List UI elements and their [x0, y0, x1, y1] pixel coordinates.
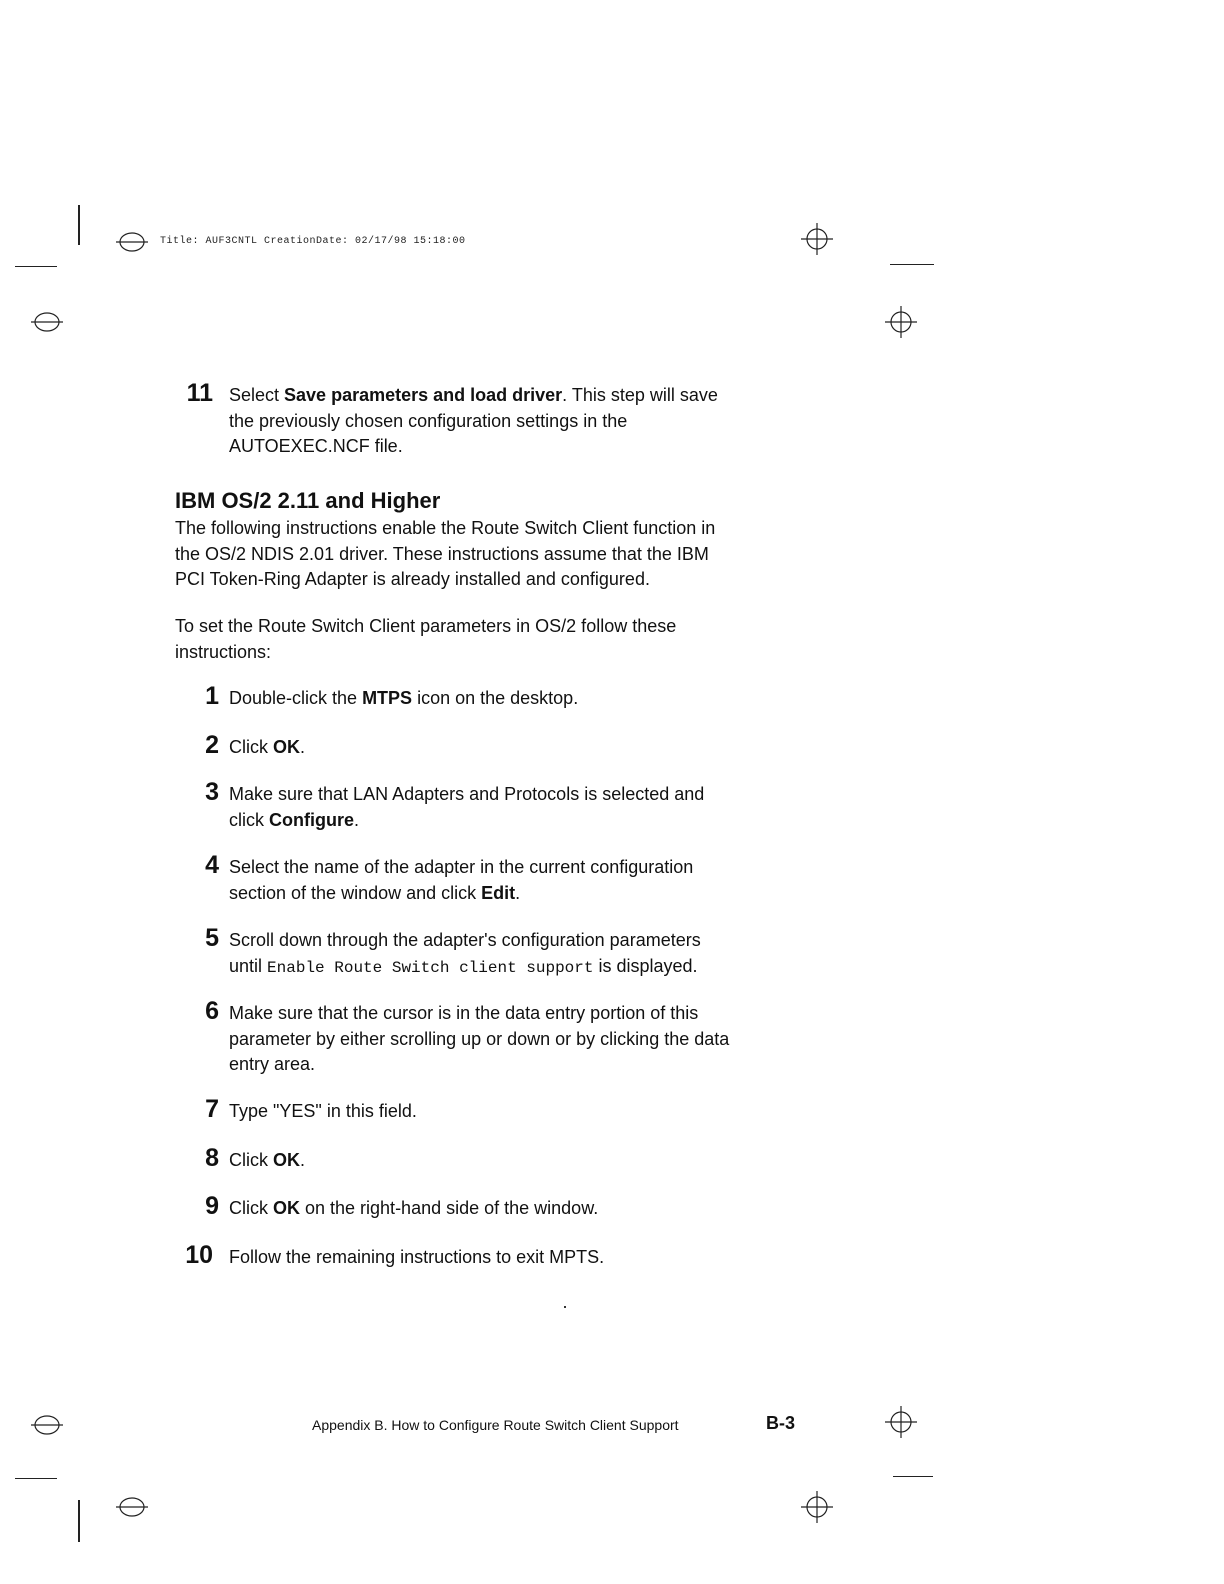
- code-parameter: Enable Route Switch client support: [267, 958, 594, 977]
- step-number: 6: [205, 997, 219, 1025]
- step-text-segment: Click: [229, 1150, 273, 1170]
- step-text-segment: Click: [229, 1198, 273, 1218]
- step-text-segment: . This step will save: [562, 385, 718, 405]
- registration-mark-icon: [884, 1405, 918, 1439]
- step-text: Type "YES" in this field.: [229, 1101, 417, 1121]
- step-text-segment: .: [300, 1150, 306, 1170]
- step-text-segment: icon on the desktop.: [412, 688, 579, 708]
- ui-term: OK: [273, 1198, 300, 1218]
- step-text-segment: .: [354, 809, 360, 830]
- instructions-paragraph: [175, 614, 815, 665]
- step-text-line: Select the name of the adapter in the current configuration: [229, 857, 694, 877]
- step-text-segment: Click: [229, 737, 273, 757]
- ui-term: Edit: [481, 882, 516, 903]
- print-header: Title: AUF3CNTL CreationDate: 02/17/98 15:18:00: [160, 236, 466, 247]
- step-text: [229, 1196, 819, 1222]
- page-number: B-3: [766, 1413, 796, 1433]
- step-text-segment: Select: [229, 385, 285, 405]
- ui-term: OK: [273, 737, 300, 757]
- crop-mark: [890, 264, 934, 265]
- ui-term: OK: [273, 1150, 300, 1170]
- registration-mark-icon: [115, 1490, 149, 1524]
- step-text: [229, 383, 819, 460]
- step-text-segment: is displayed.: [593, 955, 698, 976]
- step-text-line: entry area.: [229, 1054, 316, 1074]
- registration-mark-icon: [884, 305, 918, 339]
- step-text-segment: .: [300, 737, 306, 757]
- step-text-line: Make sure that the cursor is in the data entry portion of this: [229, 1003, 699, 1023]
- step-text: [229, 686, 819, 712]
- speck: [564, 1306, 566, 1308]
- paragraph-line: To set the Route Switch Client parameters in OS/2 follow these: [175, 616, 677, 636]
- crop-mark: [15, 1478, 57, 1479]
- registration-mark-icon: [115, 225, 149, 259]
- paragraph-line: PCI Token-Ring Adapter is already installed and configured.: [175, 569, 650, 589]
- ui-term: Configure: [269, 809, 354, 830]
- step-number: 1: [205, 682, 219, 710]
- step-text: Follow the remaining instructions to exit MPTS.: [229, 1247, 605, 1267]
- paragraph-line: instructions:: [175, 641, 272, 662]
- step-number: 4: [205, 851, 219, 879]
- step-number: 7: [205, 1095, 219, 1123]
- registration-mark-icon: [30, 305, 64, 339]
- step-text: [229, 782, 819, 833]
- step-text: [229, 855, 819, 906]
- step-text-line: parameter by either scrolling up or down or by clicking the data: [229, 1028, 730, 1049]
- step-text-line: the previously chosen configuration settings in the: [229, 410, 628, 431]
- step-number: 3: [205, 778, 219, 806]
- step-number: 10: [185, 1241, 213, 1269]
- intro-paragraph: [175, 516, 815, 593]
- step-text-segment: Double-click the: [229, 688, 363, 708]
- step-number: 5: [205, 924, 219, 952]
- ui-term: MTPS: [362, 688, 413, 708]
- step-text: [229, 735, 819, 761]
- step-number: 11: [186, 379, 213, 407]
- registration-mark-icon: [30, 1408, 64, 1442]
- crop-mark: [15, 266, 57, 267]
- step-text-line: AUTOEXEC.NCF file.: [229, 436, 403, 456]
- crop-mark: [78, 205, 80, 245]
- step-text-segment: .: [515, 882, 521, 903]
- registration-mark-icon: [800, 1490, 834, 1524]
- page-footer: Appendix B. How to Configure Route Switch Client Support: [312, 1417, 679, 1433]
- crop-mark: [78, 1500, 80, 1542]
- section-heading: IBM OS/2 2.11 and Higher: [175, 488, 441, 513]
- step-number: 2: [205, 731, 219, 759]
- step-number: 8: [205, 1144, 219, 1172]
- paragraph-line: The following instructions enable the Route Switch Client function in: [175, 518, 716, 538]
- ui-term: Save parameters and load driver: [284, 385, 563, 405]
- step-text-segment: on the right-hand side of the window.: [300, 1198, 599, 1218]
- step-text-segment: until: [229, 955, 268, 976]
- paragraph-line: the OS/2 NDIS 2.01 driver. These instructions assume that the IBM: [175, 543, 709, 564]
- registration-mark-icon: [800, 222, 834, 256]
- step-text-line: Scroll down through the adapter's configuration parameters: [229, 930, 701, 950]
- step-number: 9: [205, 1192, 219, 1220]
- step-text-segment: section of the window and click: [229, 882, 482, 903]
- step-text: [229, 1001, 819, 1078]
- step-text: [229, 928, 819, 981]
- step-text-segment: click: [229, 809, 269, 830]
- crop-mark: [893, 1476, 933, 1477]
- step-text-line: Make sure that LAN Adapters and Protocols is selected and: [229, 784, 705, 804]
- step-text: [229, 1148, 819, 1174]
